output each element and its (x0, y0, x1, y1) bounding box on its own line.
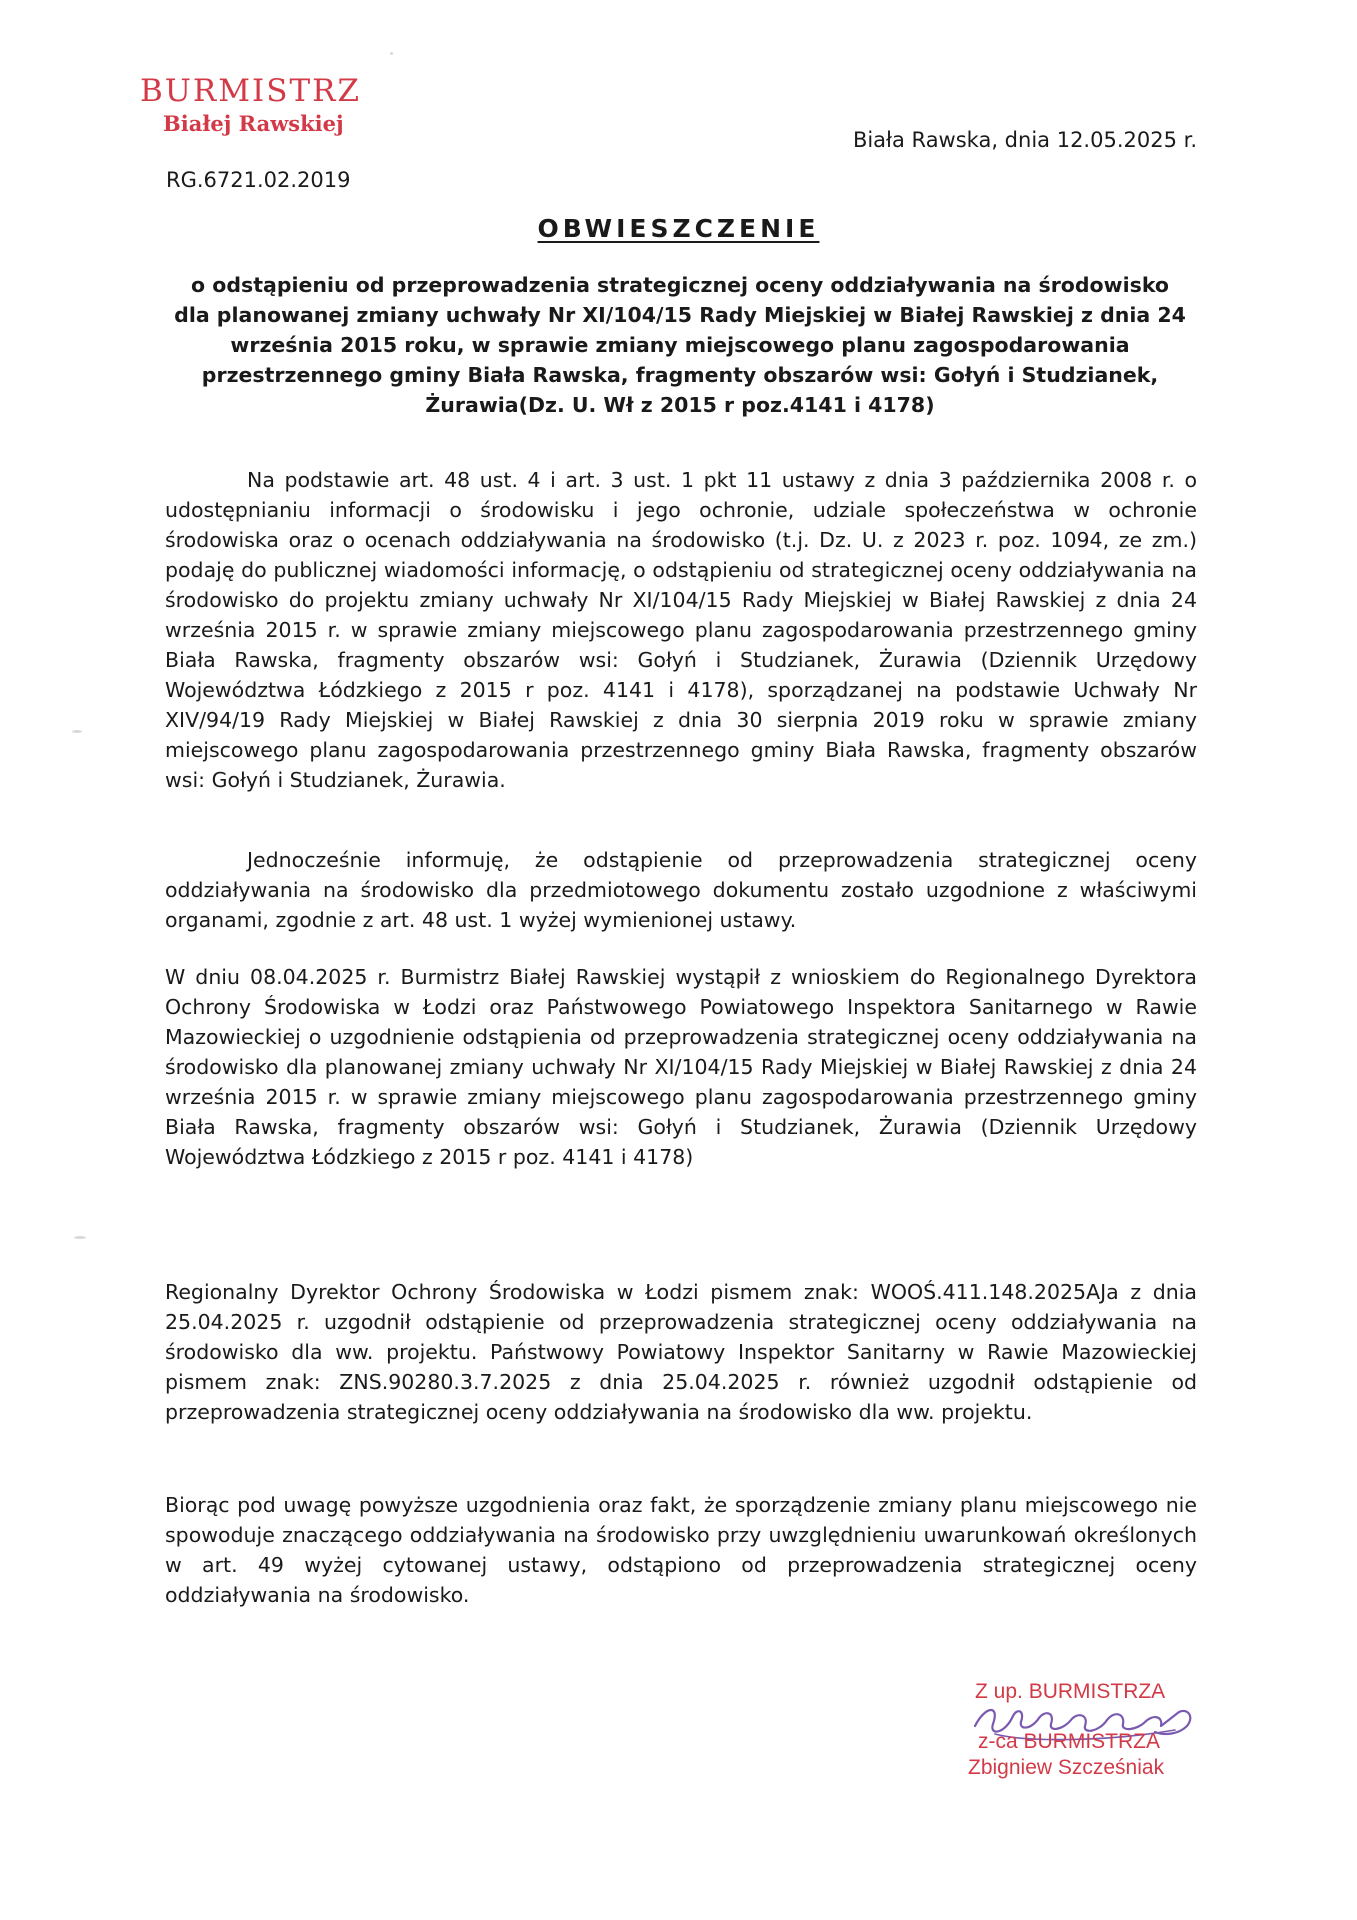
signature-stamp (935, 1680, 1225, 1800)
signature-position: z-ca BURMISTRZA (978, 1730, 1161, 1753)
paragraph-text: Jednocześnie informuję, że odstąpienie od przeprowadzenia strategicznej oceny oddziaływania na środowisko dla przedmiotowego dokumentu zostało uzgodnione z właściwymi organami, zgodnie z art. 48 ust. 1 wyżej wymienionej ustawy. (165, 848, 1197, 932)
paragraph-text: Regionalny Dyrektor Ochrony Środowiska w Łodzi pismem znak: WOOŚ.411.148.2025AJa z dnia 25.04.2025 r. uzgodnił odstąpienie od przeprowadzenia strategicznej oceny oddziaływania na środowisko dla ww. projektu. Państwowy Powiatowy Inspektor Sanitarny w Rawie Mazowieckiej pismem znak: ZNS.90280.3.7.2025 z dnia 25.04.2025 r. również uzgodnił odstąpienie od przeprowadzenia strategicznej oceny oddziaływania na środowisko dla ww. projektu. (165, 1280, 1197, 1424)
reference-number: RG.6721.02.2019 (166, 168, 351, 192)
scan-speck (74, 1236, 86, 1239)
signature-authority: Z up. BURMISTRZA (975, 1680, 1166, 1703)
scan-speck (390, 52, 393, 55)
paragraph-conclusion (165, 1490, 1197, 1610)
paragraph-text: Biorąc pod uwagę powyższe uzgodnienia oraz fakt, że sporządzenie zmiany planu miejscowego nie spowoduje znaczącego oddziaływania na środowisko przy uwzględnieniu uwarunkowań określonych w art. 49 wyżej cytowanej ustawy, odstąpiono od przeprowadzenia strategicznej oceny oddziaływania na środowisko. (165, 1493, 1197, 1607)
paragraph-legal-basis (165, 465, 1197, 795)
office-stamp (140, 73, 362, 136)
paragraph-responses (165, 1277, 1197, 1427)
document-date: Biała Rawska, dnia 12.05.2025 r. (852, 128, 1197, 152)
paragraph-agreement-info (165, 845, 1197, 935)
document-subject: o odstąpieniu od przeprowadzenia strategicznej oceny oddziaływania na środowisko dla planowanej zmiany uchwały Nr XI/104/15 Rady Miejskiej w Białej Rawskiej z dnia 24 września 2015 roku, w sprawie zmiany miejscowego planu zagospodarowania przestrzennego gminy Biała Rawska, fragmenty obszarów wsi: Gołyń i Studzianek, Żurawia(Dz. U. Wł z 2015 r poz.4141 i 4178) (174, 273, 1186, 417)
paragraph-text: Na podstawie art. 48 ust. 4 i art. 3 ust. 1 pkt 11 ustawy z dnia 3 października 2008 r. o udostępnianiu informacji o środowisku i jego ochronie, udziale społeczeństwa w ochronie środowiska oraz o ocenach oddziaływania na środowisko (t.j. Dz. U. z 2023 r. poz. 1094, ze zm.) podaję do publicznej wiadomości informację, o odstąpieniu od strategicznej oceny oddziaływania na środowisko do projektu zmiany uchwały Nr XI/104/15 Rady Miejskiej w Białej Rawskiej z dnia 24 września 2015 r. w sprawie zmiany miejscowego planu zagospodarowania przestrzennego gminy Biała Rawska, fragmenty obszarów wsi: Gołyń i Studzianek, Żurawia (Dziennik Urzędowy Województwa Łódzkiego z 2015 r poz. 4141 i 4178), sporządzanej na podstawie Uchwały Nr XIV/94/19 Rady Miejskiej w Białej Rawskiej z dnia 30 sierpnia 2019 roku w sprawie zmiany miejscowego planu zagospodarowania przestrzennego gminy Biała Rawska, fragmenty obszarów wsi: Gołyń i Studzianek, Żurawia. (165, 468, 1197, 792)
stamp-subtitle: Białej Rawskiej (163, 111, 344, 136)
signatory-name: Zbigniew Szcześniak (968, 1756, 1165, 1779)
paragraph-application (165, 962, 1197, 1172)
stamp-title: BURMISTRZ (140, 73, 362, 109)
scan-speck (72, 730, 82, 733)
paragraph-text: W dniu 08.04.2025 r. Burmistrz Białej Rawskiej wystąpił z wnioskiem do Regionalnego Dyrektora Ochrony Środowiska w Łodzi oraz Państwowego Powiatowego Inspektora Sanitarnego w Rawie Mazowieckiej o uzgodnienie odstąpienia od przeprowadzenia strategicznej oceny oddziaływania na środowisko dla planowanej zmiany uchwały Nr XI/104/15 Rady Miejskiej w Białej Rawskiej z dnia 24 września 2015 r. w sprawie zmiany miejscowego planu zagospodarowania przestrzennego gminy Biała Rawska, fragmenty obszarów wsi: Gołyń i Studzianek, Żurawia (Dziennik Urzędowy Województwa Łódzkiego z 2015 r poz. 4141 i 4178) (165, 965, 1197, 1169)
document-title: OBWIESZCZENIE (537, 214, 820, 243)
